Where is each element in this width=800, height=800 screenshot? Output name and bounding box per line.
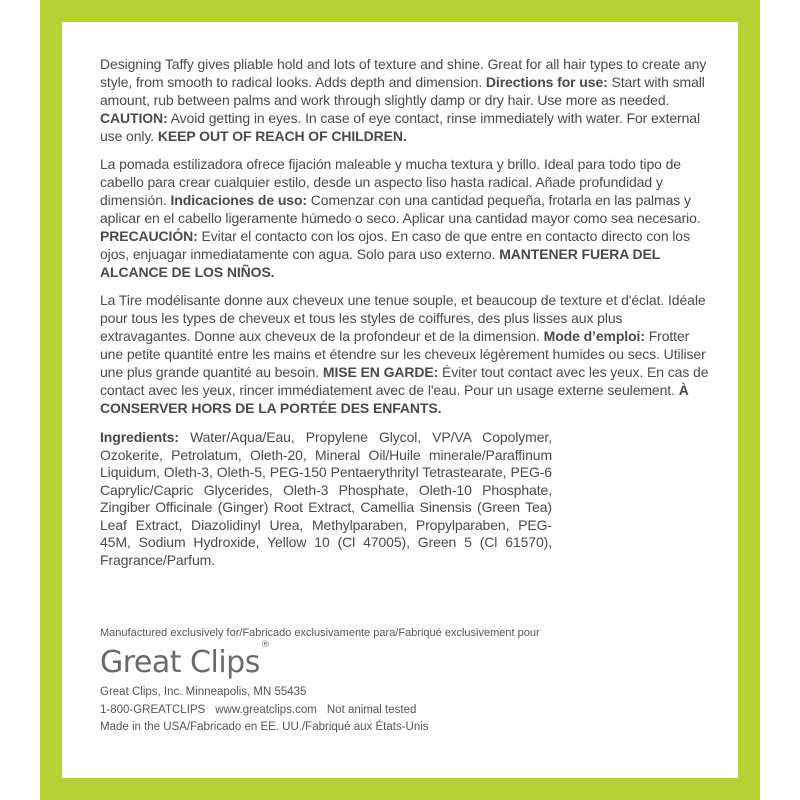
ingredients-list: Water/Aqua/Eau, Propylene Glycol, VP/VA Copolymer, Ozokerite, Petrolatum, Oleth-20, Mineral Oil/Huile minerale/Paraffinum Liquidum, Oleth-3, Oleth-5, PEG-150 Pentaerythrityl Tetrastearate, PEG-6 Caprylic/Capric Glycerides, Oleth-3 Phosphate, Oleth-10 Phosphate, Zingiber Officinale (Ginger) Root Extract, Camellia Sinensis (Green Tea) Leaf Extract, Diazolidinyl Urea, Methylparaben, Propylparaben, PEG-45M, Sodium Hydroxide, Yellow 10 (Cl 47005), Green 5 (Cl 61570), Fragrance/Parfum. <box>100 429 552 568</box>
french-intro: La Tire modélisante donne aux cheveux une tenue souple, et beaucoup de texture et d'éclat. Idéale pour tous les types de cheveux et tous les styles de coiffures, des plus lisses aux plus extravagantes. Donne aux cheveux de la profondeur et de la dimension. <box>100 292 706 344</box>
spanish-directions-label: Indicaciones de uso: <box>170 192 307 208</box>
french-caution: Éviter tout contact avec les yeux. En cas de contact avec les yeux, rincer immédiatement avec de l'eau. Pour un usage externe seulement. <box>100 364 709 398</box>
ingredients-paragraph <box>100 429 552 569</box>
great-clips-logo <box>100 640 270 680</box>
registered-mark: ® <box>260 640 270 650</box>
label-text <box>100 55 712 569</box>
green-border-top <box>40 0 760 22</box>
english-directions-label: Directions for use: <box>485 74 608 90</box>
green-border-bottom <box>40 778 760 800</box>
ingredients-label: Ingredients: <box>100 429 179 445</box>
animal-testing-note: Not animal tested <box>326 703 417 716</box>
english-paragraph <box>100 55 712 145</box>
green-border-right <box>738 0 760 800</box>
phone-number: 1-800-GREATCLIPS <box>100 703 206 716</box>
english-intro: Designing Taffy gives pliable hold and lots of texture and shine. Great for all hair types to create any style, from smooth to radical looks. Adds depth and dimension. <box>100 56 707 90</box>
english-caution: Avoid getting in eyes. In case of eye contact, rinse immediately with water. For external use only. <box>100 110 700 144</box>
contact-line <box>100 702 429 720</box>
english-warning: KEEP OUT OF REACH OF CHILDREN. <box>157 128 407 144</box>
spanish-directions: Comenzar con una cantidad pequeña, frotarla en las palmas y aplicar en el cabello ligeramente húmedo o seco. Aplicar una cantidad mayor como sea necesario. <box>100 192 701 226</box>
logo-text: Great Clips <box>100 645 260 680</box>
contact-info <box>100 684 429 737</box>
english-directions: Start with small amount, rub between palms and work through slightly damp or dry hair. Use more as needed. <box>100 74 705 108</box>
french-directions-label: Mode d’emploi: <box>543 328 645 344</box>
english-caution-label: CAUTION: <box>100 110 168 126</box>
spanish-intro: La pomada estilizadora ofrece fijación maleable y mucha textura y brillo. Ideal para todo tipo de cabello para crear cualquier estilo, desde un aspecto liso hasta radical. Añade profundidad y dimensión. <box>100 156 681 208</box>
spanish-caution-label: PRECAUCIÓN: <box>100 228 198 244</box>
address: Great Clips, Inc. Minneapolis, MN 55435 <box>100 686 307 698</box>
french-warning: À CONSERVER HORS DE LA PORTÉE DES ENFANTS. <box>100 382 689 416</box>
french-directions: Frotter une petite quantité entre les mains et étendre sur les cheveux légèrement humides ou secs. Utiliser une plus grande quantité au besoin. <box>100 328 706 380</box>
green-border-left <box>40 0 62 800</box>
website: www.greatclips.com <box>215 703 317 716</box>
origin-note: Made in the USA/Fabricado en EE. UU./Fabriqué aux États-Unis <box>100 721 429 733</box>
french-paragraph <box>100 291 712 417</box>
spanish-paragraph <box>100 155 712 281</box>
manufacturer-note: Manufactured exclusively for/Fabricado exclusivamente para/Fabriqué exclusivement pour <box>100 627 540 639</box>
spanish-warning: MANTENER FUERA DEL ALCANCE DE LOS NIÑOS. <box>100 246 660 280</box>
french-caution-label: MISE EN GARDE: <box>322 364 439 380</box>
spanish-caution: Evitar el contacto con los ojos. En caso de que entre en contacto directo con los ojos, enjuagar inmediatamente con agua. Solo para uso externo. <box>100 228 690 262</box>
